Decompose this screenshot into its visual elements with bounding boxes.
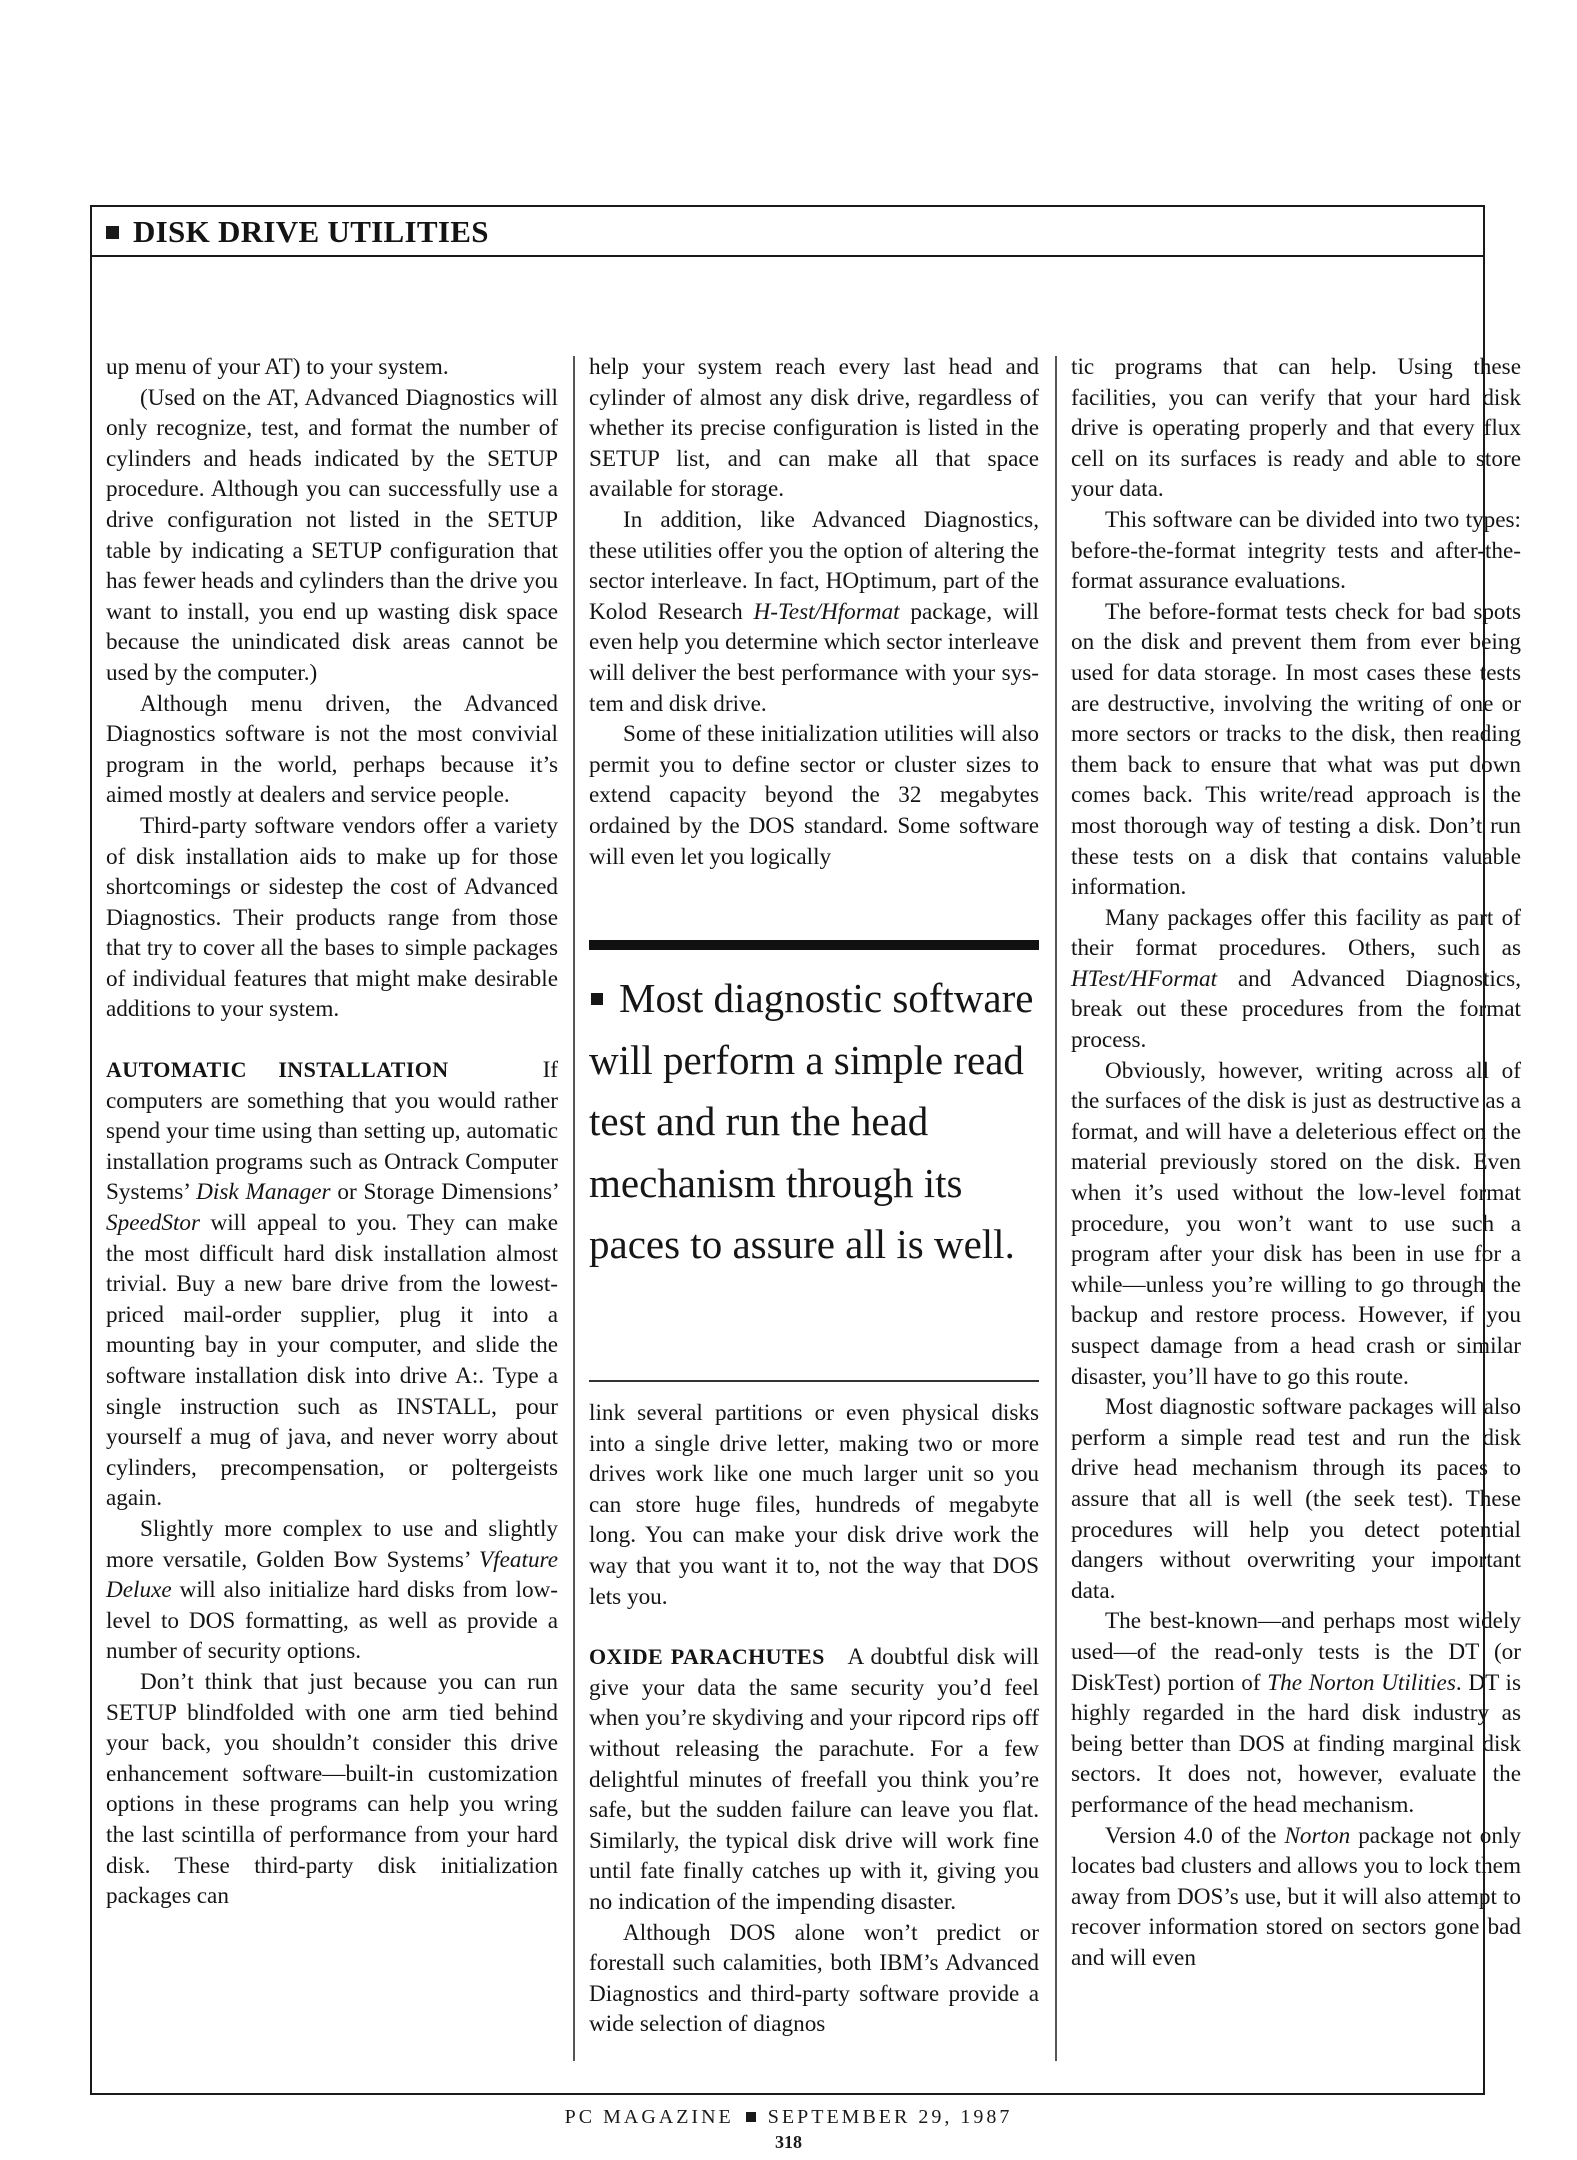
product-name: Disk Manager [196,1179,331,1206]
text-run: will also initialize hard disks from low-level to DOS formatting, as well as provide a number of security options. [106,1577,558,1665]
magazine-name: PC MAGAZINE [564,2106,734,2128]
product-name: Norton [1284,1822,1351,1849]
paragraph: up menu of your AT) to your system. [106,354,449,380]
product-name: Vfeature Deluxe [106,1546,558,1604]
paragraph: Most diagnostic software packages will also perform a simple read test and run the disk drive head mechanism through its paces to assure that all is well (the seek test). These procedures will help you detect potential dangers without overwriting your important data. [1071,1394,1521,1604]
bullet-square-icon [106,226,119,239]
pull-quote-bar [589,940,1039,950]
paragraph [1071,1606,1521,1820]
text-run: and Advanced Diagnostics, break out these procedures from the format process. [1071,965,1521,1054]
pull-quote [589,968,1039,1276]
paragraph [589,505,1039,719]
pull-quote-text: Most diagnostic software will perform a simple read test and run the head mechanism through its paces to assure all is well. [589,975,1034,1267]
paragraph: (Used on the AT, Advanced Diagnostics will only recognize, test, and format the number of cylinders and heads indicated by the SETUP procedure. Although you can successfully use a drive configuration not listed in the SETUP table by indicating a SETUP configuration that has fewer heads and cylinders than the drive you want to install, you end up wasting disk space because the unindicated disk areas cannot be used by the computer.) [106,384,558,686]
text-run: or Storage Dimensions’ [330,1179,558,1206]
text-run: If computers are something that you would rather spend your time using than setting up, automatic installation programs such as Ontrack Computer Systems’ [106,1057,559,1206]
text-run: The best-known—and perhaps most widely used—of the read-only tests is the DT (or DiskTest) portion of [1071,1608,1521,1696]
issue-date: SEPTEMBER 29, 1987 [767,2106,1013,2128]
column-divider [1055,356,1057,2061]
paragraph: help your system reach every last head and cylinder of almost any disk drive, regardless of whether its precise configuration is listed in the SETUP list, and can make all that space available for storage. [589,354,1039,503]
text-run: will appeal to you. They can make the most difficult hard disk installation almost trivial. Buy a new bare drive from the lowest-priced mail-order supplier, plug it into a mounting bay in your computer, and slide the software installation disk into drive A:. Type a single instruction such as INSTALL, pour yourself a mug of java, and never worry about cylinders, precompensation, or poltergeists again. [106,1210,558,1512]
text-run: . DT is highly regarded in the hard disk industry as being better than DOS at finding marginal disk sectors. It does not, however, evaluate the performance of the head mechanism. [1071,1669,1521,1818]
bullet-square-icon [591,993,603,1005]
column-divider [573,356,575,2061]
text-run: Version 4.0 of the [1105,1822,1285,1849]
paragraph [1071,903,1521,1056]
paragraph [1071,1821,1521,1974]
product-name: The Norton Utilities [1267,1669,1456,1696]
pull-quote-rule [589,1380,1039,1382]
section-header [106,212,489,252]
paragraph [589,1642,1039,1917]
paragraph: Don’t think that just because you can run SETUP blindfolded with one arm tied behind your back, you shouldn’t consider this drive enhancement software—built-in customization options in these programs can help you wring the last scintilla of performance from your hard disk. These third-party disk initialization packages can [106,1668,558,1910]
text-run: package, will even help you determine which sector interleave will deliver the best performance with your system and disk drive. [589,598,1039,717]
paragraph: Obviously, however, writing across all of the surfaces of the disk is just as destructive as a format, and will have a deleterious effect on the material previously stored on the disk. Even when it’s used without the low-level format procedure, you won’t want to use such a program after your disk has been in use for a while—unless you’re willing to go through the backup and restore process. However, if you suspect damage from a head crash or similar disaster, you’ll have to go this route. [1071,1057,1521,1390]
product-name: SpeedStor [106,1210,201,1237]
subhead-oxide-parachutes: OXIDE PARACHUTES [589,1644,825,1670]
page-number: 318 [775,2132,802,2152]
bullet-square-icon [746,2112,756,2122]
subhead-automatic-installation: AUTOMATIC INSTALLATION [106,1057,449,1083]
paragraph: Although DOS alone won’t predict or forestall such calamities, both IBM’s Advanced Diagnostics and third-party software provide a wide selection of diagnos [589,1919,1039,2038]
text-run: Many packages offer this facility as part of their format procedures. Others, such as [1071,904,1521,962]
text-run: package not only locates bad clusters and allows you to lock them away from DOS’s use, but it will also attempt to recover information stored on sectors gone bad and will even [1071,1822,1521,1971]
paragraph: tic programs that can help. Using these facilities, you can verify that your hard disk drive is operating properly and that every flux cell on its surfaces is ready and able to store your data. [1071,354,1521,503]
paragraph: The before-format tests check for bad spots on the disk and prevent them from ever being used for data storage. In most cases these tests are destructive, involving the writing of one or more sectors or tracks to the disk, then reading them back to ensure that what was put down comes back. This write/read approach is the most thorough way of testing a disk. Don’t run these tests on a disk that contains valuable information. [1071,598,1521,901]
header-rule [90,255,1485,257]
product-name: H-Test/Hformat [753,598,900,625]
paragraph: This software can be divided into two types: before-the-format integrity tests and after-the-format assurance evaluations. [1071,506,1521,595]
paragraph: Some of these initialization utilities will also permit you to define sector or cluster sizes to extend capacity beyond the 32 megabytes ordained by the DOS standard. Some software will even let you logically [589,721,1039,870]
paragraph [106,1055,558,1514]
column-3 [1071,352,1521,1973]
paragraph [106,1514,558,1667]
text-run: A doubtful disk will give your data the same security you’d feel when you’re skydiving and your ripcord rips off without releasing the parachute. For a few delightful minutes of freefall you think you’re safe, but the sudden failure can leave you flat. Similarly, the typical disk drive will work fine until fate finally catches up with it, giving you no indication of the impending disaster. [589,1644,1040,1915]
column-2 [589,352,1039,872]
paragraph: link several partitions or even physical disks into a single drive letter, making two or more drives work like one much larger unit so you can store huge files, hundreds of megabyte long. You can make your disk drive work the way that you want it to, not the way that DOS lets you. [589,1400,1039,1610]
paragraph: Third-party software vendors offer a variety of disk installation aids to make up for those shortcomings or sidestep the cost of Advanced Diagnostics. Their products range from those that try to cover all the bases to simple packages of individual features that might make desirable additions to your system. [106,812,558,1023]
page-footer [0,2106,1577,2129]
column-1 [106,352,558,1912]
paragraph: Although menu driven, the Advanced Diagnostics software is not the most convivial program in the world, perhaps because it’s aimed mostly at dealers and service people. [106,690,558,809]
column-2-continued [589,1398,1039,2040]
product-name: HTest/HFormat [1071,965,1218,992]
section-title: DISK DRIVE UTILITIES [133,214,489,249]
text-run: In addition, like Advanced Diagnostics, these utilities offer you the option of altering the sector interleave. In fact, HOptimum, part of the Kolod Research [589,506,1039,625]
text-run: Slightly more complex to use and slightly more versatile, Golden Bow Systems’ [106,1515,558,1573]
